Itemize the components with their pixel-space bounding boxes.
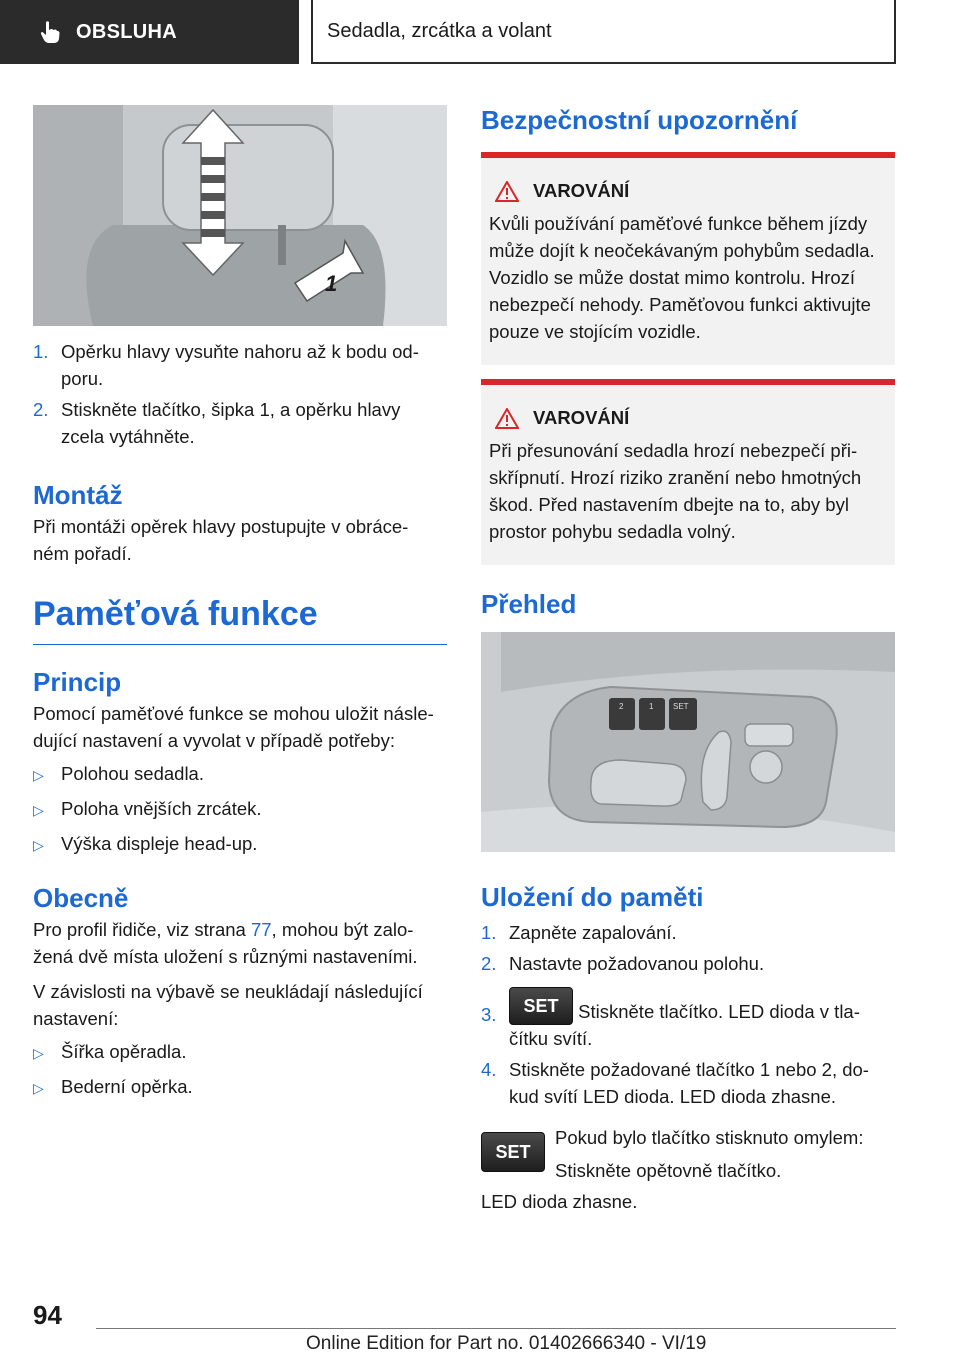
hand-pointer-icon	[40, 20, 60, 44]
warning-box	[481, 152, 895, 365]
montaz-text: Při montáži opěrek hlavy postupujte v obráce‐ ném pořadí.	[33, 516, 409, 564]
triangle-bullet-icon: ▷	[33, 1080, 44, 1096]
list-item: 2. Stiskněte tlačítko, šipka 1, a opěrku hlavy zcela vytáhněte.	[33, 399, 401, 447]
footer-divider	[96, 1328, 896, 1329]
obecne-text: Pro profil řidiče, viz strana 77, mohou být zalo‐ žená dvě místa uložení s různými nastaveními.	[33, 919, 418, 967]
safety-heading: Bezpečnostní upozornění	[481, 105, 798, 135]
page-number: 94	[33, 1300, 62, 1330]
prehled-heading: Přehled	[481, 589, 577, 619]
panel-button-1: 1	[649, 702, 654, 711]
triangle-bullet-icon: ▷	[33, 1045, 44, 1061]
header-chapter	[311, 0, 896, 64]
panel-button-set: SET	[673, 702, 689, 711]
note-block	[481, 1124, 895, 1184]
triangle-bullet-icon: ▷	[33, 767, 44, 783]
warning-text: Kvůli používání paměťové funkce během jízdy může dojít k neočekávaným pohybům sedadla. Vozidlo se může dostat mimo kontrolu. Hrozí nebezpečí nehody. Paměťovou funkci aktivujte pouze ve stojícím vozidle.	[489, 213, 875, 342]
warning-triangle-icon	[495, 181, 519, 202]
ulozeni-heading: Uložení do paměti	[481, 882, 704, 912]
panel-button-2: 2	[619, 702, 624, 711]
list-item: ▷ Poloha vnějších zrcátek.	[33, 795, 447, 824]
seat-controls-illustration	[481, 632, 895, 852]
set-button-icon: SET	[509, 987, 573, 1025]
warning-title: VAROVÁNÍ	[489, 407, 887, 429]
triangle-bullet-icon: ▷	[33, 802, 44, 818]
note-text: Stiskněte opětovně tlačítko.	[555, 1160, 782, 1181]
seat-controls-image	[481, 632, 895, 852]
list-item: 1. Opěrku hlavy vysuňte nahoru až k bodu od‐ poru.	[33, 341, 419, 389]
list-item: ▷ Polohou sedadla.	[33, 760, 447, 789]
montaz-heading: Montáž	[33, 480, 123, 510]
left-column	[33, 105, 447, 1102]
list-item: 3. SET Stiskněte tlačítko. LED dioda v tla‐ čítku svítí.	[481, 987, 895, 1052]
memory-heading: Paměťová funkce	[33, 595, 447, 645]
obecne-heading: Obecně	[33, 883, 129, 913]
memory-steps	[481, 919, 895, 1110]
set-button-icon: SET	[481, 1132, 545, 1172]
princip-text: Pomocí paměťové funkce se mohou uložit násle‐ dující nastavení a vyvolat v případě potřeby:	[33, 703, 434, 751]
list-item: 4. Stiskněte požadované tlačítko 1 nebo 2, do‐ kud svítí LED dioda. LED dioda zhasne.	[481, 1059, 869, 1107]
header-chapter-label: Sedadla, zrcátka a volant	[327, 19, 552, 42]
list-item: 1. Zapněte zapalování.	[481, 922, 677, 943]
obecne-text-2: V závislosti na výbavě se neukládají následující nastavení:	[33, 981, 423, 1029]
header-section-label: OBSLUHA	[76, 20, 177, 43]
warning-title: VAROVÁNÍ	[489, 180, 887, 202]
headrest-illustration	[33, 105, 447, 326]
headrest-image	[33, 105, 447, 326]
page-link[interactable]: 77	[250, 919, 272, 940]
removal-steps	[33, 338, 447, 450]
note-text: Pokud bylo tlačítko stisknuto omylem:	[555, 1127, 864, 1148]
list-item: ▷ Bederní opěrka.	[33, 1073, 447, 1102]
list-item: ▷ Výška displeje head-up.	[33, 830, 447, 859]
princip-heading: Princip	[33, 667, 122, 697]
header-section-tab	[0, 0, 299, 64]
warning-text: Při přesunování sedadla hrozí nebezpečí při‐ skřípnutí. Hrozí riziko zranění nebo hmotných škod. Před nastavením dbejte na to, aby byl prostor pohybu sedadla volný.	[489, 440, 862, 542]
triangle-bullet-icon: ▷	[33, 837, 44, 853]
warning-box	[481, 379, 895, 565]
footer-edition: Online Edition for Part no. 01402666340 - VI/19	[306, 1333, 707, 1354]
note-text: LED dioda zhasne.	[481, 1191, 638, 1212]
list-item: ▷ Šířka opěradla.	[33, 1038, 447, 1067]
right-column	[481, 105, 895, 1215]
list-item: 2. Nastavte požadovanou polohu.	[481, 953, 765, 974]
warning-triangle-icon	[495, 408, 519, 429]
image-callout-1: 1	[325, 271, 338, 296]
